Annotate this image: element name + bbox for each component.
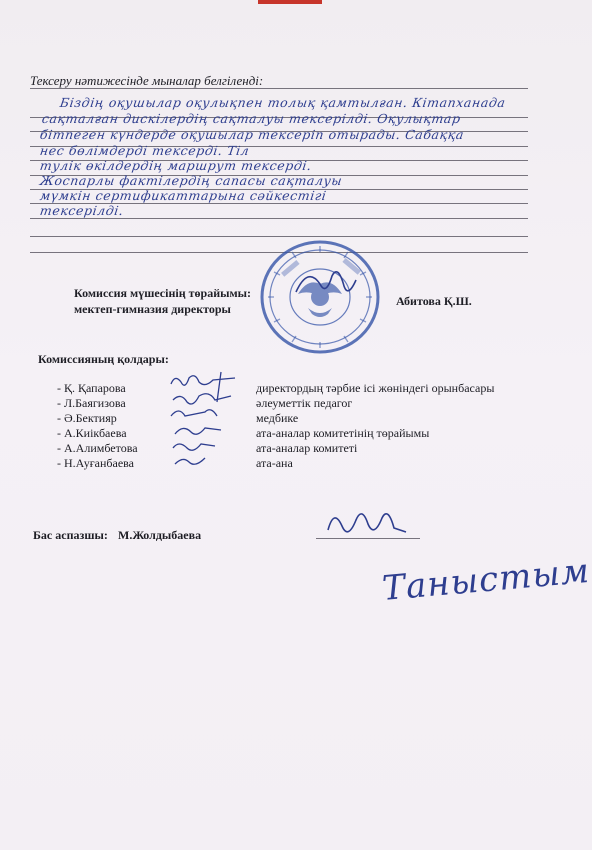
member-name: - Н.Ауғанбаева xyxy=(57,456,134,470)
handwritten-note-line: тексерілді. xyxy=(38,203,125,218)
findings-heading: Тексеру нәтижесінде мыналар белгіленді: xyxy=(30,73,264,88)
familiarized-note: Таныстым xyxy=(380,551,592,609)
head-cook-signature xyxy=(322,500,412,552)
member-role: әлеуметтік педагог xyxy=(256,396,353,410)
members-name-column xyxy=(57,381,138,471)
member-role: ата-аналар комитетінің төрайымы xyxy=(256,426,430,440)
member-role: директордың тәрбие ісі жөніндегі орынбасары xyxy=(256,381,495,395)
member-name: - Л.Баягизова xyxy=(57,396,126,410)
chair-position: мектеп-гимназия директоры xyxy=(74,302,231,316)
head-cook-label: Бас аспазшы: xyxy=(33,528,108,542)
handwritten-note-line: мүмкін сертификаттарына сәйкестігі xyxy=(38,188,328,203)
handwritten-note-line: нес бөлімдерді тексерді. Тіл xyxy=(38,143,251,158)
member-role: ата-аналар комитеті xyxy=(256,441,358,455)
members-heading: Комиссияның қолдары: xyxy=(38,352,169,366)
member-name: - А.Киікбаева xyxy=(57,426,127,440)
handwritten-note-line: бітпеген күндерде оқушылар тексеріп отырады. Сабаққа xyxy=(38,127,466,142)
chair-signature xyxy=(290,262,360,306)
handwritten-note-line: Біздің оқушылар оқулықпен толық қамтылған. Кітапханада xyxy=(58,95,507,110)
ruled-line xyxy=(30,218,528,219)
handwritten-note-line: сақталған дискілердің сақталуы тексерілді. Оқулықтар xyxy=(40,111,462,126)
head-cook-name: М.Жолдыбаева xyxy=(118,528,202,542)
top-red-mark xyxy=(258,0,322,4)
chair-name: Абитова Қ.Ш. xyxy=(396,294,472,308)
ruled-line xyxy=(30,88,528,89)
member-name: - Қ. Қапарова xyxy=(57,381,126,395)
handwritten-note-line: тулік өкілдердің маршрут тексерді. xyxy=(38,158,313,173)
member-signatures xyxy=(165,372,257,470)
member-role: ата-ана xyxy=(256,456,293,470)
member-name: - Ә.Бектияр xyxy=(57,411,117,425)
member-role: медбике xyxy=(256,411,299,425)
members-role-column xyxy=(256,381,494,471)
member-name: - А.Алимбетова xyxy=(57,441,138,455)
handwritten-note-line: Жоспарлы фактілердің сапасы сақталуы xyxy=(38,173,344,188)
chair-title: Комиссия мүшесінің төрайымы: xyxy=(74,286,252,300)
ruled-line xyxy=(30,236,528,237)
